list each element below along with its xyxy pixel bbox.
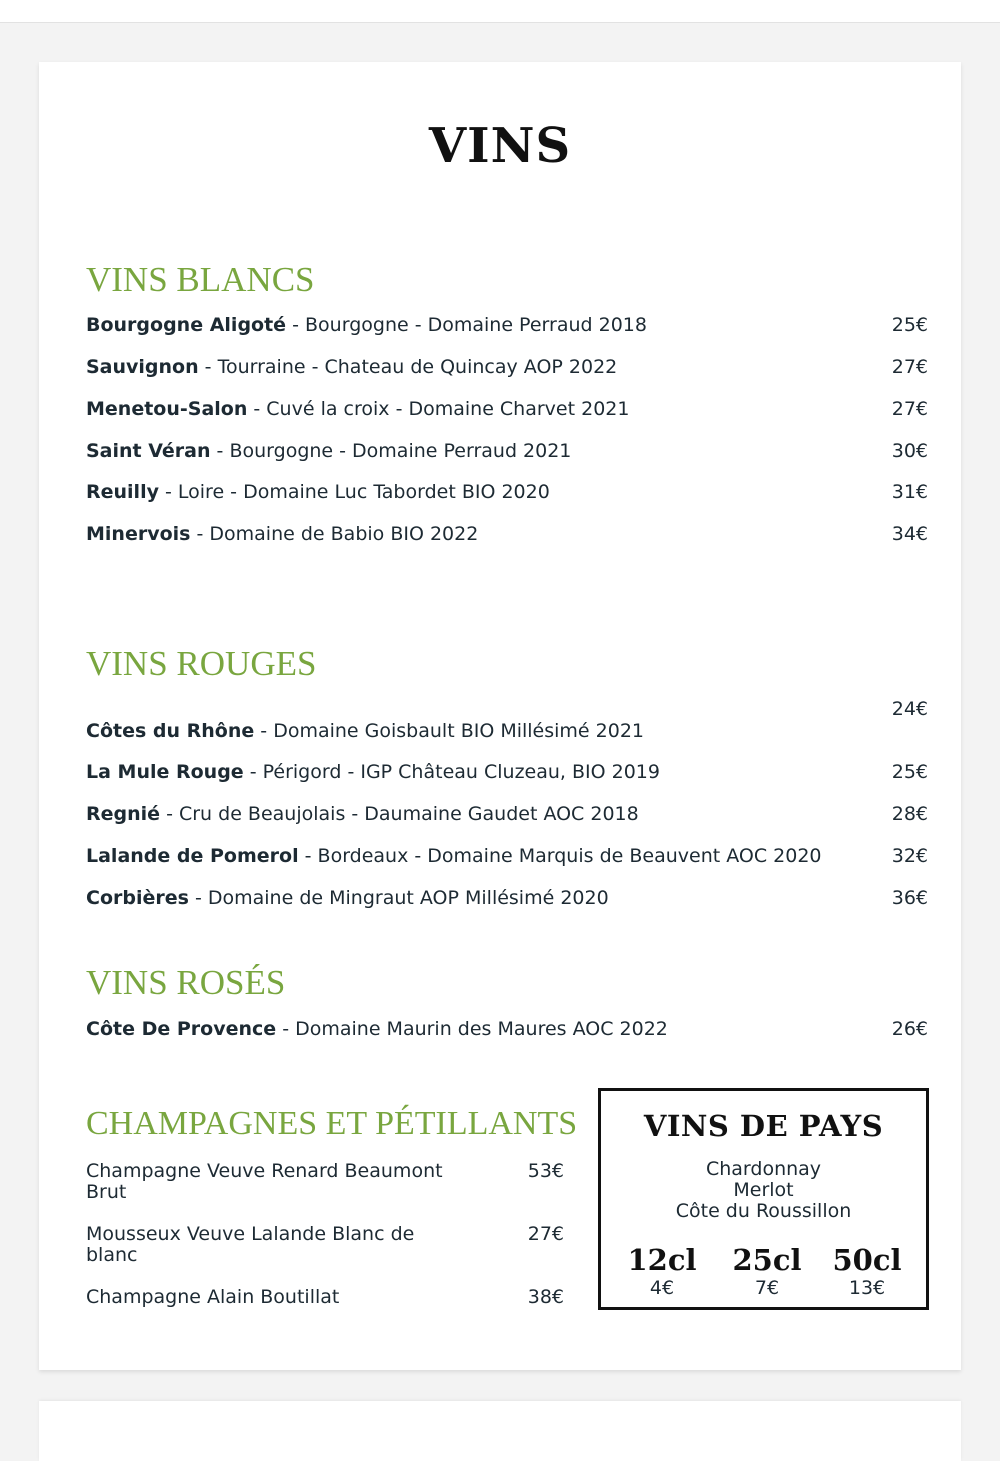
wine-details: - Domaine Goisbault BIO Millésimé 2021	[254, 720, 645, 742]
champagne-name: Champagne Alain Boutillat	[86, 1286, 340, 1308]
section-title-vins-roses: VINS ROSÉS	[86, 963, 286, 1002]
wine-price: 24€	[891, 698, 928, 720]
page-title: VINS	[428, 118, 572, 174]
wine-details: - Périgord - IGP Château Cluzeau, BIO 2019	[243, 761, 660, 783]
wine-price: 32€	[891, 845, 928, 867]
wine-details: - Cuvé la croix - Domaine Charvet 2021	[247, 398, 630, 420]
wine-name: Minervois	[86, 523, 191, 545]
wine-name: La Mule Rouge	[86, 761, 244, 783]
wine-name: Saint Véran	[86, 440, 211, 462]
wine-row	[86, 523, 928, 551]
champagne-row	[86, 1287, 564, 1308]
next-menu-page	[39, 1401, 961, 1461]
size-option-50cl	[817, 1243, 917, 1299]
size-label: 12cl	[627, 1243, 697, 1277]
wine-name: Côtes du Rhône	[86, 720, 255, 742]
size-price: 7€	[754, 1277, 780, 1299]
grape-variety: Côte du Roussillon	[675, 1200, 852, 1222]
wine-name: Regnié	[86, 803, 161, 825]
wine-row	[86, 845, 928, 873]
size-label: 25cl	[732, 1243, 802, 1277]
wine-name: Reuilly	[86, 481, 159, 503]
champagne-price: 38€	[527, 1286, 564, 1308]
wine-price: 30€	[891, 440, 928, 462]
grape-variety: Chardonnay	[705, 1158, 822, 1180]
wine-name: Lalande de Pomerol	[86, 845, 299, 867]
section-title-champagnes: CHAMPAGNES ET PÉTILLANTS	[86, 1105, 578, 1142]
section-title-vins-rouges: VINS ROUGES	[86, 644, 317, 683]
champagne-name: Mousseux Veuve Lalande Blanc de blanc	[86, 1223, 415, 1266]
size-option-25cl	[717, 1243, 817, 1299]
champagne-row	[86, 1224, 564, 1266]
wine-row	[86, 698, 928, 748]
wine-details: - Bordeaux - Domaine Marquis de Beauvent AOC 2020	[298, 845, 822, 867]
wine-price: 25€	[891, 761, 928, 783]
champagne-name: Champagne Veuve Renard Beaumont Brut	[86, 1160, 443, 1203]
size-price: 4€	[649, 1277, 675, 1299]
grape-variety: Merlot	[733, 1179, 794, 1201]
size-label: 50cl	[832, 1243, 902, 1277]
size-price: 13€	[848, 1277, 886, 1299]
wine-name: Menetou-Salon	[86, 398, 248, 420]
wine-row	[86, 803, 928, 831]
size-option-12cl	[612, 1243, 712, 1299]
wine-row	[86, 1018, 928, 1046]
wine-name: Bourgogne Aligoté	[86, 314, 287, 336]
wine-row	[86, 481, 928, 509]
section-title-vins-blancs: VINS BLANCS	[86, 260, 315, 299]
wine-price: 36€	[891, 887, 928, 909]
wine-details: - Domaine Maurin des Maures AOC 2022	[276, 1018, 668, 1040]
wine-price: 27€	[891, 356, 928, 378]
vins-de-pays-box	[598, 1088, 929, 1310]
wine-row	[86, 356, 928, 384]
wine-price: 26€	[891, 1018, 928, 1040]
wine-name: Sauvignon	[86, 356, 199, 378]
wine-price: 28€	[891, 803, 928, 825]
wine-price: 34€	[891, 523, 928, 545]
wine-details: - Bourgogne - Domaine Perraud 2021	[210, 440, 572, 462]
wine-row	[86, 398, 928, 426]
champagne-row	[86, 1161, 564, 1203]
wine-price: 25€	[891, 314, 928, 336]
top-bar	[0, 0, 1000, 23]
wine-details: - Bourgogne - Domaine Perraud 2018	[286, 314, 647, 336]
wine-price: 27€	[891, 398, 928, 420]
wine-details: - Cru de Beaujolais - Daumaine Gaudet AOC 2018	[160, 803, 639, 825]
wine-row	[86, 761, 928, 789]
vins-de-pays-title: VINS DE PAYS	[643, 1109, 884, 1143]
wine-row	[86, 314, 928, 342]
champagne-price: 27€	[527, 1223, 564, 1245]
wine-name: Côte De Provence	[86, 1018, 277, 1040]
wine-row	[86, 440, 928, 468]
wine-row	[86, 887, 928, 915]
wine-price: 31€	[891, 481, 928, 503]
wine-details: - Tourraine - Chateau de Quincay AOP 2022	[198, 356, 618, 378]
wine-name: Corbières	[86, 887, 189, 909]
wine-details: - Domaine de Babio BIO 2022	[190, 523, 479, 545]
wine-details: - Domaine de Mingraut AOP Millésimé 2020	[188, 887, 609, 909]
champagne-price: 53€	[527, 1160, 564, 1182]
wine-details: - Loire - Domaine Luc Tabordet BIO 2020	[158, 481, 550, 503]
